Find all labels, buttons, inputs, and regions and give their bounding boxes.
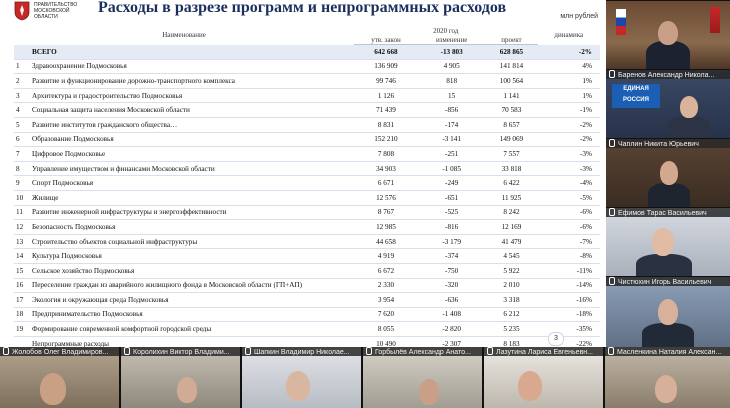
row-dynamics: 1% — [582, 91, 592, 100]
participant-silhouette — [648, 183, 690, 208]
row-index: 6 — [16, 135, 20, 144]
row-project: 8 242 — [503, 208, 520, 217]
participant-face — [658, 299, 678, 325]
row-law: 12 985 — [376, 222, 396, 231]
row-change: -3 179 — [442, 237, 461, 246]
row-change: -251 — [445, 149, 459, 158]
row-index: 5 — [16, 120, 20, 129]
participant-face — [518, 371, 542, 401]
row-name: Спорт Подмосковья — [32, 179, 94, 188]
row-dynamics: -2% — [580, 120, 592, 129]
row-index: 11 — [16, 208, 23, 217]
row-project: 4 545 — [503, 252, 520, 261]
table-row — [14, 147, 600, 162]
microphone-icon — [608, 347, 614, 355]
row-index: 14 — [16, 252, 24, 261]
row-project: 6 212 — [503, 310, 520, 319]
table-row — [14, 74, 600, 89]
col-header-law: утв. закон — [354, 35, 418, 45]
row-law: 6 672 — [377, 266, 395, 275]
row-project: 70 583 — [501, 106, 522, 115]
row-law: 71 439 — [376, 106, 396, 115]
row-name: Культура Подмосковья — [32, 252, 102, 261]
row-project: 149 069 — [499, 135, 524, 144]
row-project: 3 318 — [503, 295, 520, 304]
row-law: 4 919 — [377, 252, 395, 261]
row-name: Развитие инженерной инфраструктуры и энергоэффективности — [32, 208, 227, 217]
participant-name: Шапкин Владимир Николае... — [254, 349, 350, 356]
row-project: 628 865 — [485, 45, 537, 60]
row-name: Строительство объектов социальной инфраструктуры — [32, 237, 198, 246]
row-project: 2 010 — [503, 281, 520, 290]
row-dynamics: -8% — [580, 252, 592, 261]
microphone-icon — [245, 347, 251, 355]
participant-name: Горбылёв Александр Анато... — [375, 349, 471, 356]
row-index — [14, 336, 30, 347]
row-project: 8 657 — [503, 120, 520, 129]
video-tile-participant[interactable] — [0, 347, 121, 408]
row-law: 8 055 — [377, 325, 395, 334]
video-tile-participant[interactable] — [606, 138, 730, 208]
row-index: 4 — [16, 106, 20, 115]
row-index: 16 — [16, 281, 24, 290]
row-dynamics: -35% — [576, 325, 592, 334]
table-row — [14, 161, 600, 176]
row-name: Образование Подмосковья — [32, 135, 114, 144]
row-change: -1 408 — [442, 310, 461, 319]
row-dynamics: -1% — [580, 106, 592, 115]
video-tile-participant[interactable] — [606, 207, 730, 277]
row-law: 34 903 — [376, 164, 396, 173]
row-law: 7 808 — [377, 149, 395, 158]
slide-title: Расходы в разрезе программ и непрограммных расходов — [98, 0, 507, 16]
row-dynamics: -11% — [576, 266, 592, 275]
microphone-icon — [609, 139, 615, 147]
budget-table — [14, 26, 600, 347]
video-tile-participant[interactable] — [605, 347, 730, 408]
row-name: Развитие институтов гражданского общества… — [32, 120, 178, 129]
row-name: Социальная защита населения Московской области — [32, 106, 190, 115]
microphone-icon — [487, 347, 493, 355]
flag-icon — [616, 9, 626, 35]
row-project: 41 479 — [501, 237, 522, 246]
flag-icon — [710, 7, 720, 33]
participant-name: Лазутина Лариса Евгеньевн... — [496, 349, 593, 356]
row-law: 1 126 — [377, 91, 395, 100]
participant-silhouette — [636, 254, 692, 277]
row-change: -750 — [445, 266, 459, 275]
row-dynamics: -7% — [580, 237, 592, 246]
units-label: млн рублей — [560, 13, 598, 20]
table-row — [14, 205, 600, 220]
row-law: 2 330 — [377, 281, 395, 290]
row-dynamics: -3% — [580, 149, 592, 158]
row-dynamics: -14% — [576, 281, 592, 290]
row-dynamics: -18% — [576, 310, 592, 319]
slide-header — [0, 0, 606, 26]
row-name: Экология и окружающая среда Подмосковья — [32, 295, 169, 304]
row-dynamics: -6% — [580, 208, 592, 217]
participant-name: Королихин Виктор Владими... — [133, 349, 230, 356]
row-name: Предпринимательство Подмосковья — [32, 310, 143, 319]
row-change: 818 — [446, 76, 458, 85]
video-tile-participant[interactable] — [484, 347, 605, 408]
participant-name: Чистюхин Игорь Васильевич — [618, 279, 712, 286]
row-law: 6 671 — [377, 179, 395, 188]
row-index: 1 — [16, 62, 20, 71]
row-law: 152 210 — [374, 135, 398, 144]
row-change: -2 307 — [442, 339, 461, 347]
participant-name: Масленкина Наталия Алексан... — [617, 349, 722, 356]
row-name: ВСЕГО — [30, 45, 354, 60]
table-row — [14, 132, 600, 147]
row-dynamics: -4% — [580, 179, 592, 188]
row-name: Безопасность Подмосковья — [32, 222, 116, 231]
table-row — [14, 278, 600, 293]
row-project: 11 925 — [501, 193, 522, 202]
row-law: 8 767 — [377, 208, 395, 217]
participant-face — [286, 371, 310, 401]
row-law: 7 620 — [377, 310, 395, 319]
table-row — [14, 249, 600, 264]
row-change: -174 — [445, 120, 459, 129]
row-change: -651 — [445, 193, 459, 202]
row-name: Переселение граждан из аварийного жилищного фонда в Московской области (ГП+АП) — [32, 281, 303, 290]
participant-name: Чаплин Никита Юрьевич — [618, 141, 699, 148]
video-tile-participant[interactable] — [606, 276, 730, 348]
slide-page-number: 3 — [548, 332, 564, 346]
row-law: 99 746 — [376, 76, 396, 85]
row-project: 5 235 — [503, 325, 520, 334]
row-name: Непрограммные расходы — [32, 339, 109, 347]
table-row — [14, 336, 600, 347]
row-change: -636 — [445, 295, 459, 304]
row-index: 10 — [16, 193, 24, 202]
table-row — [14, 176, 600, 191]
microphone-icon — [609, 70, 615, 78]
row-index: 3 — [16, 91, 20, 100]
col-header-year: 2020 год — [433, 26, 459, 35]
row-project: 141 814 — [499, 62, 524, 71]
participant-face — [680, 96, 698, 118]
participant-face — [660, 161, 678, 185]
row-change: -374 — [445, 252, 459, 261]
microphone-icon — [366, 347, 372, 355]
table-row — [14, 322, 600, 337]
col-header-change: изменение — [418, 35, 485, 45]
row-change: -3 141 — [442, 135, 461, 144]
microphone-icon — [124, 347, 130, 355]
row-dynamics: -5% — [580, 193, 592, 202]
video-tile-main-speaker[interactable] — [606, 0, 730, 70]
row-name: Здравоохранение Подмосковья — [32, 62, 127, 71]
row-index: 8 — [16, 164, 20, 173]
participant-face — [652, 228, 674, 256]
row-name: Управление имуществом и финансами Московской области — [32, 164, 215, 173]
row-index: 18 — [16, 310, 24, 319]
video-tile-participant[interactable] — [121, 347, 242, 408]
row-project: 7 557 — [503, 149, 520, 158]
row-index: 2 — [16, 76, 20, 85]
table-row — [14, 103, 600, 118]
row-change: 4 905 — [443, 62, 460, 71]
row-law: 12 576 — [376, 193, 396, 202]
participant-face — [658, 21, 678, 45]
microphone-icon — [609, 208, 615, 216]
row-law: 136 909 — [374, 62, 398, 71]
row-dynamics: -2% — [538, 45, 600, 60]
row-name: Развитие и функционирование дорожно-транспортного комплекса — [32, 76, 235, 85]
row-change: -13 803 — [418, 45, 485, 60]
row-index: 7 — [16, 149, 20, 158]
col-header-project: проект — [485, 35, 537, 45]
party-banner: ЕДИНАЯ РОССИЯ — [612, 84, 660, 108]
table-row — [14, 59, 600, 74]
row-change: -1 085 — [442, 164, 461, 173]
row-dynamics: -6% — [580, 222, 592, 231]
table-row — [14, 220, 600, 235]
row-index: 17 — [16, 295, 24, 304]
row-change: -525 — [445, 208, 459, 217]
coat-of-arms-icon — [14, 1, 30, 21]
row-change: -249 — [445, 179, 459, 188]
row-index: 15 — [16, 266, 24, 275]
participant-silhouette — [668, 116, 710, 139]
video-tile-participant[interactable] — [606, 69, 730, 139]
participant-name: Ефимов Тарас Васильевич — [618, 210, 707, 217]
table-row — [14, 117, 600, 132]
col-header-name: Наименование — [162, 31, 206, 40]
row-law: 642 668 — [354, 45, 418, 60]
table-row — [14, 88, 600, 103]
video-tile-participant[interactable] — [363, 347, 484, 408]
table-row — [14, 307, 600, 322]
row-change: -320 — [445, 281, 459, 290]
participant-face — [655, 375, 677, 403]
col-header-dynamics: динамика — [554, 31, 584, 40]
row-project: 12 169 — [501, 222, 522, 231]
row-change: -816 — [445, 222, 459, 231]
microphone-icon — [609, 277, 615, 285]
row-change: 15 — [448, 91, 456, 100]
row-dynamics: -2% — [580, 135, 592, 144]
microphone-icon — [3, 347, 9, 355]
table-row-total — [14, 45, 600, 60]
participant-face — [419, 379, 439, 405]
table-row — [14, 293, 600, 308]
row-project: 6 422 — [503, 179, 520, 188]
row-name: Архитектура и градостроительство Подмосковья — [32, 91, 183, 100]
row-name: Формирование современной комфортной городской среды — [32, 325, 212, 334]
row-project: 1 141 — [503, 91, 520, 100]
row-project: 8 183 — [503, 339, 520, 347]
row-name: Жилище — [32, 193, 59, 202]
table-row — [14, 190, 600, 205]
participant-face — [40, 373, 66, 405]
row-dynamics: -22% — [576, 339, 592, 347]
row-index: 12 — [16, 222, 24, 231]
row-law: 3 954 — [377, 295, 395, 304]
row-project: 5 922 — [503, 266, 520, 275]
row-dynamics: -16% — [576, 295, 592, 304]
org-name: ПРАВИТЕЛЬСТВО МОСКОВСКОЙ ОБЛАСТИ — [34, 2, 78, 20]
video-tile-participant[interactable] — [242, 347, 363, 408]
row-change: -2 820 — [442, 325, 461, 334]
row-law: 44 658 — [376, 237, 396, 246]
participant-name: Жолобов Олег Владимиров... — [12, 349, 109, 356]
row-index: 13 — [16, 237, 24, 246]
table-row — [14, 234, 600, 249]
row-name: Цифровое Подмосковье — [32, 149, 106, 158]
row-dynamics: 1% — [582, 76, 592, 85]
row-project: 100 564 — [499, 76, 524, 85]
table-row — [14, 263, 600, 278]
row-dynamics: -3% — [580, 164, 592, 173]
participant-face — [177, 377, 197, 403]
row-law: 8 831 — [377, 120, 395, 129]
row-law: 10 490 — [376, 339, 396, 347]
row-dynamics: 4% — [582, 62, 592, 71]
row-index: 9 — [16, 179, 20, 188]
participant-silhouette — [646, 41, 690, 70]
row-change: -856 — [445, 106, 459, 115]
participant-name: Баренов Александр Никола... — [618, 72, 715, 79]
participant-silhouette — [642, 323, 694, 348]
row-project: 33 818 — [501, 164, 522, 173]
row-name: Сельское хозяйство Подмосковья — [32, 266, 135, 275]
row-index: 19 — [16, 325, 24, 334]
